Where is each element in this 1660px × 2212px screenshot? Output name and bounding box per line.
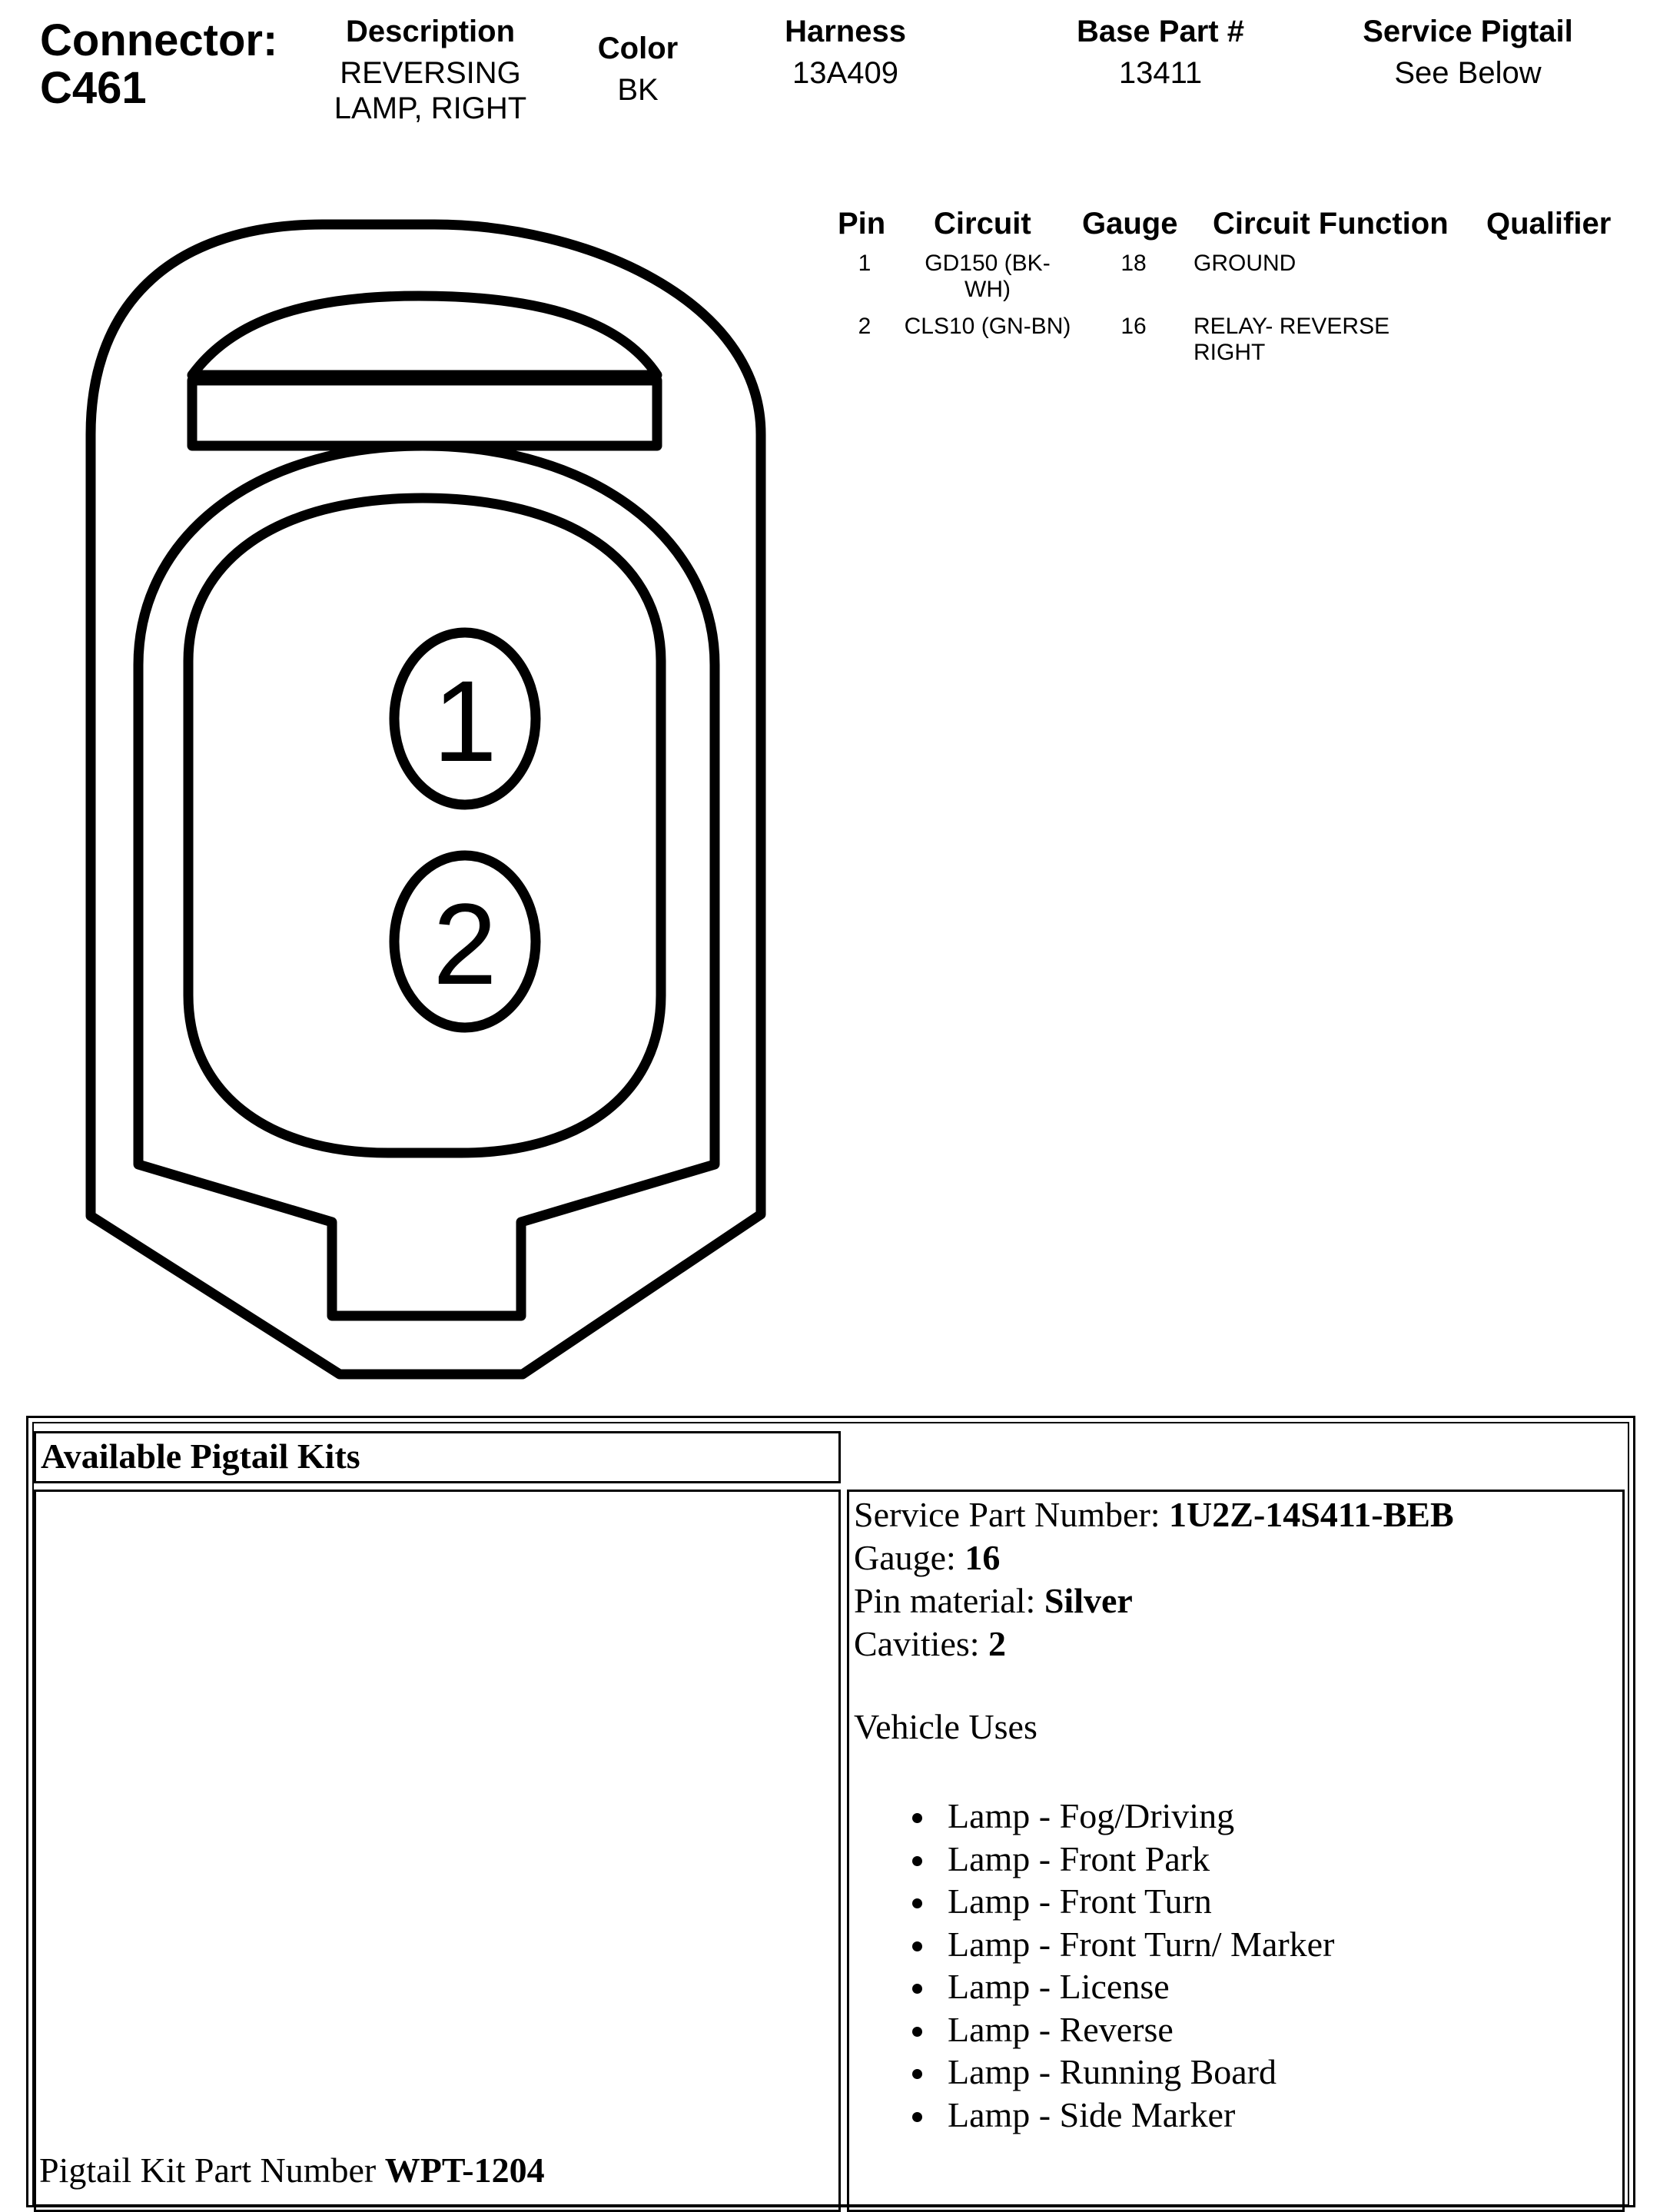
service-part-row xyxy=(854,1493,1454,1536)
service-pigtail-value: See Below xyxy=(1394,56,1542,90)
kit-part-value: WPT-1204 xyxy=(384,2151,545,2190)
gauge-row xyxy=(854,1536,1454,1579)
list-item: Lamp - Side Marker xyxy=(854,2094,1454,2137)
table-row-1-pin: 1 xyxy=(858,251,872,276)
table-row-1-circuit-line2: WH) xyxy=(964,277,1011,302)
pin-1-label: 1 xyxy=(433,656,497,785)
cavities-row xyxy=(854,1622,1454,1666)
latch-dome xyxy=(192,296,657,375)
cavities-value: 2 xyxy=(988,1624,1007,1663)
list-item: Lamp - Fog/Driving xyxy=(854,1795,1454,1838)
pigtail-details-cell xyxy=(847,1490,1625,2212)
table-row-2-function xyxy=(1194,314,1389,366)
connector-label: Connector: xyxy=(40,15,278,65)
vehicle-uses-list xyxy=(854,1795,1454,2136)
list-item: Lamp - License xyxy=(854,1965,1454,2008)
pigtail-kit-part-number xyxy=(39,2149,545,2192)
kit-part-label: Pigtail Kit Part Number xyxy=(39,2151,385,2190)
service-pigtail-header: Service Pigtail xyxy=(1363,15,1573,48)
table-row-1-gauge: 18 xyxy=(1120,251,1147,276)
list-item: Lamp - Front Turn/ Marker xyxy=(854,1923,1454,1966)
service-part-label: Service Part Number: xyxy=(854,1495,1170,1534)
pin-material-value: Silver xyxy=(1044,1581,1133,1620)
list-item: Lamp - Running Board xyxy=(854,2051,1454,2094)
pigtail-image-cell xyxy=(34,1490,841,2212)
pin-2-label: 2 xyxy=(433,879,497,1008)
pigtail-kits-title-cell xyxy=(34,1431,841,1483)
pin-material-row xyxy=(854,1579,1454,1622)
table-row-2-function-line1: RELAY- REVERSE xyxy=(1194,314,1390,339)
inner-cavity xyxy=(188,498,661,1153)
table-row-1-function-line1: GROUND xyxy=(1194,251,1296,276)
connector-face-diagram xyxy=(0,0,815,1399)
table-row-1-function xyxy=(1194,251,1296,277)
service-part-value: 1U2Z-14S411-BEB xyxy=(1169,1495,1454,1534)
circuit-header: Circuit xyxy=(934,207,1031,241)
gauge-label: Gauge: xyxy=(854,1538,965,1577)
harness-value: 13A409 xyxy=(792,56,898,90)
table-row-2-function-line2: RIGHT xyxy=(1194,340,1266,365)
circuit-function-header: Circuit Function xyxy=(1213,207,1449,241)
base-part-header: Base Part # xyxy=(1077,15,1244,48)
service-pigtail-column xyxy=(1322,14,1614,91)
connector-id: C461 xyxy=(40,63,147,113)
description-value-line2: LAMP, RIGHT xyxy=(334,91,527,125)
list-item: Lamp - Front Park xyxy=(854,1838,1454,1881)
gauge-value: 16 xyxy=(964,1538,1001,1577)
pigtail-kits-title: Available Pigtail Kits xyxy=(41,1436,360,1476)
qualifier-header: Qualifier xyxy=(1486,207,1612,241)
description-value-line1: REVERSING xyxy=(340,56,521,90)
latch-bar xyxy=(192,380,657,446)
table-row-2-circuit: CLS10 (GN-BN) xyxy=(904,314,1071,339)
cavities-label: Cavities: xyxy=(854,1624,989,1663)
vehicle-uses-title: Vehicle Uses xyxy=(854,1707,1038,1746)
pin-header: Pin xyxy=(838,207,886,241)
table-row-2-gauge: 16 xyxy=(1120,314,1147,339)
color-header: Color xyxy=(597,32,679,65)
base-part-value: 13411 xyxy=(1118,56,1203,90)
pin-material-label: Pin material: xyxy=(854,1581,1044,1620)
table-row-2-pin: 2 xyxy=(858,314,872,339)
pigtail-details xyxy=(854,1493,1454,2136)
list-item: Lamp - Front Turn xyxy=(854,1880,1454,1923)
table-row-1-circuit-line1: GD150 (BK- xyxy=(925,251,1051,276)
table-row-1-circuit xyxy=(884,251,1091,303)
base-part-column xyxy=(1038,14,1283,91)
harness-header: Harness xyxy=(785,15,906,48)
list-item: Lamp - Reverse xyxy=(854,2008,1454,2051)
gauge-header: Gauge xyxy=(1082,207,1178,241)
color-value: BK xyxy=(617,73,659,107)
description-header: Description xyxy=(345,15,516,48)
